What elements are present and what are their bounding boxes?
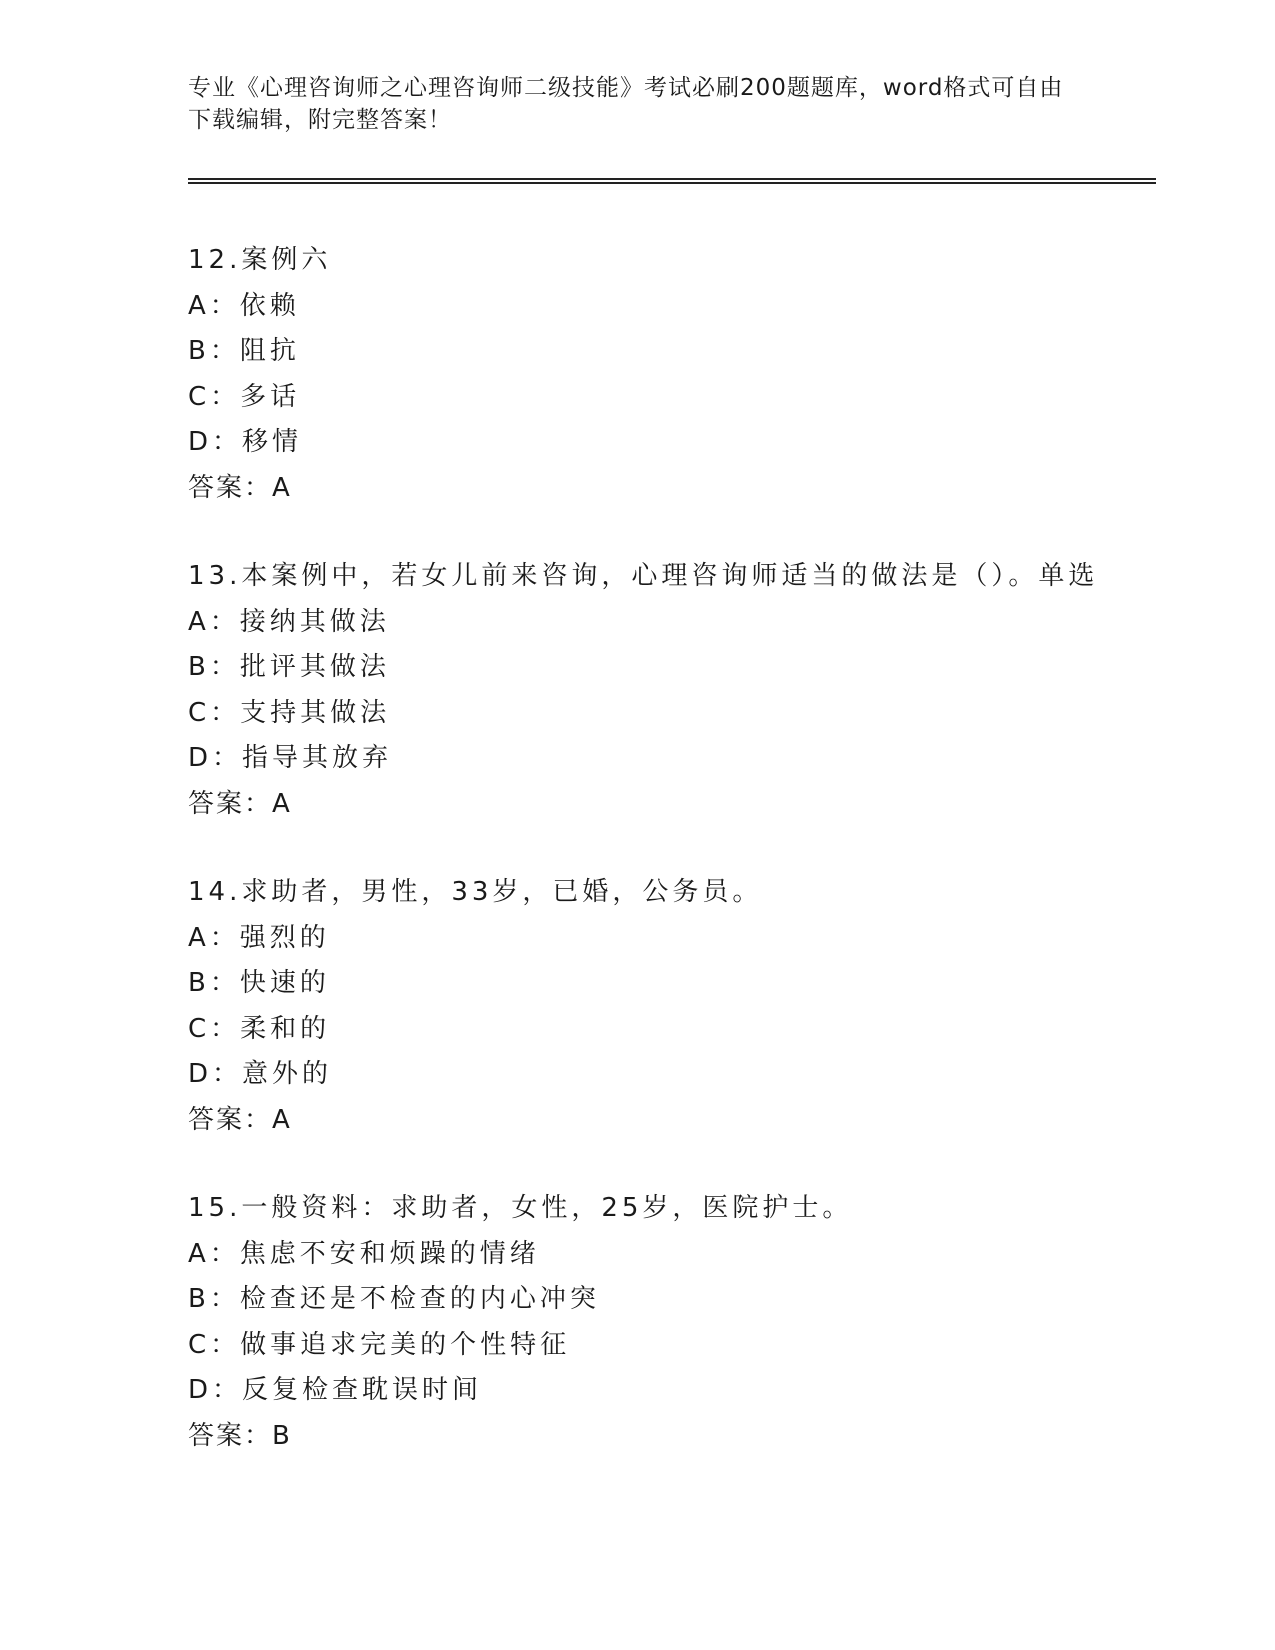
option-d: D：反复检查耽误时间 (188, 1375, 483, 1405)
answer-line: 答案：B (188, 1420, 292, 1451)
option-c: C：做事追求完美的个性特征 (188, 1329, 571, 1360)
option-b: B：检查还是不检查的内心冲突 (188, 1284, 600, 1314)
question-stem: 15.一般资料：求助者，女性，25岁，医院护士。 (188, 1193, 853, 1223)
option-c: C：柔和的 (188, 1013, 331, 1044)
option-c: C：多话 (188, 381, 301, 412)
question-list (188, 238, 1156, 1502)
option-b: B：批评其做法 (188, 652, 390, 682)
option-a: A：焦虑不安和烦躁的情绪 (188, 1238, 540, 1269)
option-d: D：移情 (188, 427, 303, 457)
option-b: B：快速的 (188, 968, 330, 998)
question-14 (188, 870, 1156, 1143)
question-stem: 12.案例六 (188, 245, 332, 275)
header-divider (188, 178, 1156, 184)
answer-line: 答案：A (188, 788, 292, 819)
document-header: 专业《心理咨询师之心理咨询师二级技能》考试必刷200题题库，word格式可自由下载编辑，附完整答案！ (188, 75, 1064, 133)
answer-line: 答案：A (188, 472, 292, 503)
option-c: C：支持其做法 (188, 697, 391, 728)
question-12 (188, 238, 1156, 511)
option-b: B：阻抗 (188, 336, 300, 366)
answer-line: 答案：A (188, 1104, 292, 1135)
option-a: A：强烈的 (188, 922, 330, 953)
question-13 (188, 554, 1156, 827)
option-d: D：意外的 (188, 1059, 333, 1089)
option-d: D：指导其放弃 (188, 743, 393, 773)
question-15 (188, 1186, 1156, 1459)
option-a: A：依赖 (188, 290, 300, 321)
option-a: A：接纳其做法 (188, 606, 390, 637)
question-stem: 14.求助者，男性，33岁，已婚，公务员。 (188, 877, 763, 907)
question-stem: 13.本案例中，若女儿前来咨询，心理咨询师适当的做法是（）。单选 (188, 561, 1099, 591)
